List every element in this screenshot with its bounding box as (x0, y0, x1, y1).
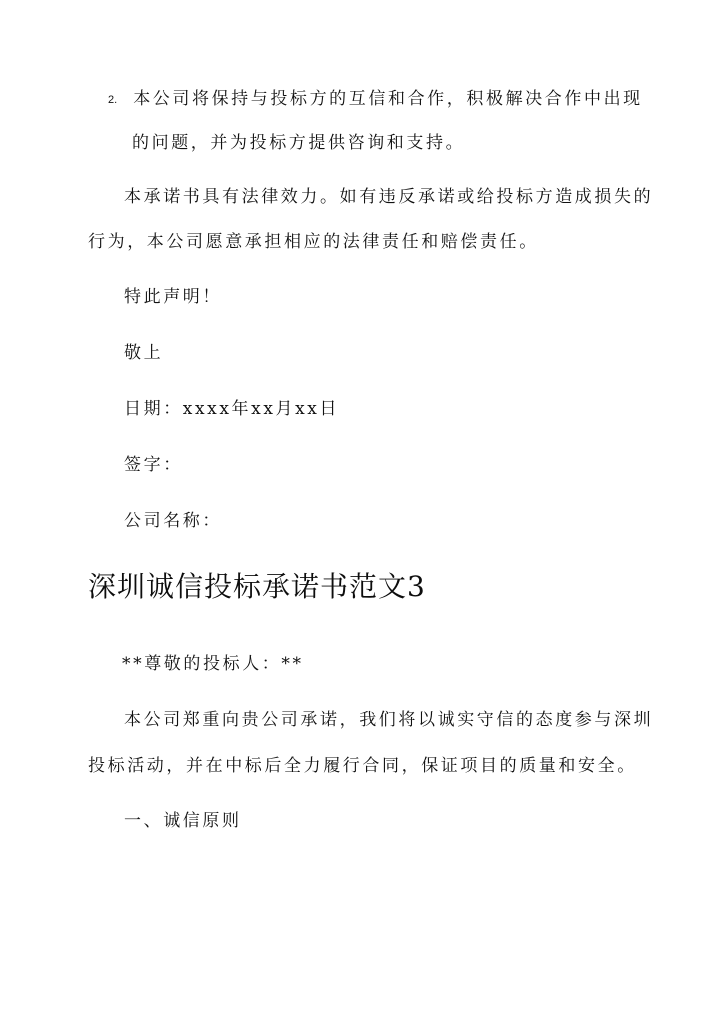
section3-para-line2: 投标活动，并在中标后全力履行合同，保证项目的质量和安全。 (88, 756, 637, 776)
date-line: 日期：xxxx年xx月xx日 (124, 399, 340, 419)
company-label: 公司名称： (124, 511, 222, 531)
item2-number: 2. (108, 94, 118, 106)
item2-line2: 的问题，并为投标方提供咨询和支持。 (132, 133, 466, 153)
section3-title: 深圳诚信投标承诺书范文3 (88, 570, 426, 603)
legal-line1: 本承诺书具有法律效力。如有违反承诺或给投标方造成损失的 (124, 187, 654, 207)
section3-subheading: 一、诚信原则 (124, 811, 242, 831)
signature-label: 签字： (124, 455, 183, 475)
declaration: 特此声明！ (124, 287, 222, 307)
closing: 敬上 (124, 343, 164, 363)
item2-text-line1: 本公司将保持与投标方的互信和合作，积极解决合作中出现 (133, 89, 643, 109)
section3-para-line1: 本公司郑重向贵公司承诺，我们将以诚实守信的态度参与深圳 (124, 710, 654, 730)
item2-line1 (108, 91, 643, 108)
section3-salutation: **尊敬的投标人：** (122, 654, 304, 674)
legal-line2: 行为，本公司愿意承担相应的法律责任和赔偿责任。 (88, 232, 539, 252)
